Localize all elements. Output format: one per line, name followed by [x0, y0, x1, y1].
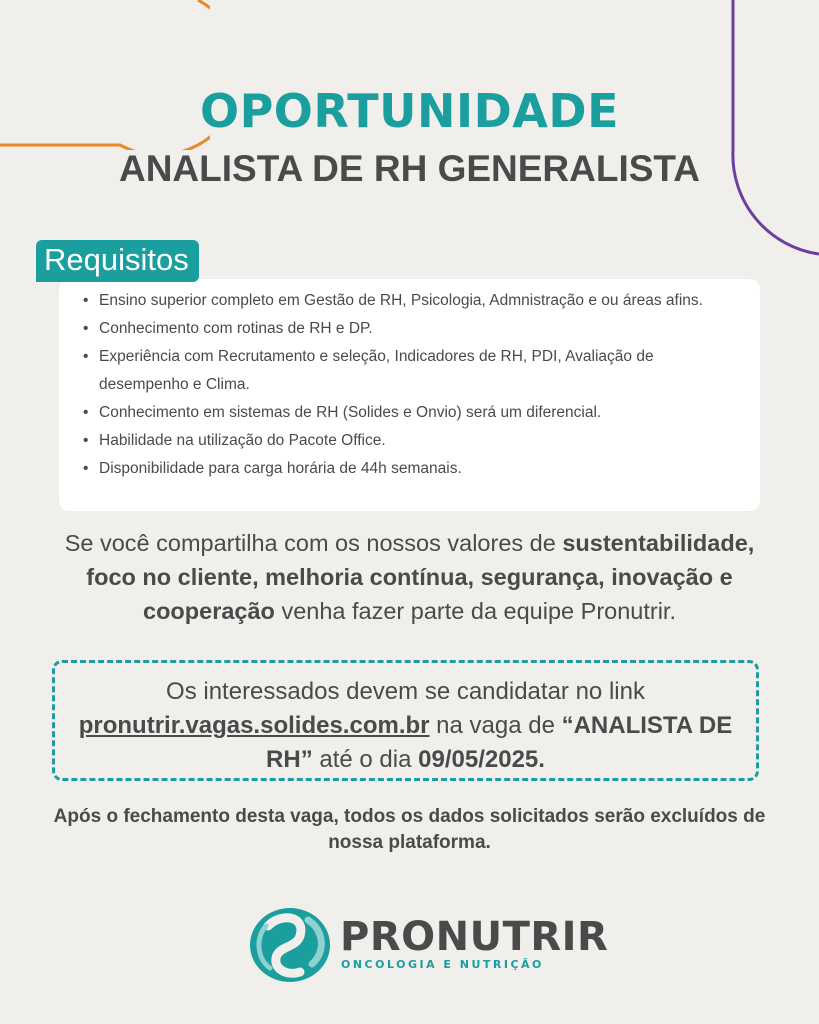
requirement-item: • Conhecimento em sistemas de RH (Solides e Onvio) será um diferencial.	[99, 399, 730, 427]
requirement-item: • Ensino superior completo em Gestão de RH, Psicologia, Admnistração e ou áreas afins.	[99, 287, 730, 315]
requirements-label: Requisitos	[36, 240, 199, 282]
apply-position: “ANALISTA DE RH”	[266, 712, 733, 773]
application-link[interactable]: pronutrir.vagas.solides.com.br	[78, 712, 430, 739]
application-info-box	[52, 660, 759, 781]
values-intro: Se você compartilha com os nossos valores de	[64, 530, 563, 556]
requirements-list	[99, 287, 730, 483]
requirement-item: • Conhecimento com rotinas de RH e DP.	[99, 315, 730, 343]
apply-mid: na vaga de	[429, 712, 562, 739]
job-title: ANALISTA DE RH GENERALISTA	[118, 148, 701, 189]
apply-until: até o dia	[312, 746, 419, 773]
apply-deadline: 09/05/2025.	[418, 746, 545, 773]
apply-intro: Os interessados devem se candidatar no link	[166, 678, 645, 705]
requirements-box	[59, 279, 760, 511]
requirement-item: • Habilidade na utilização do Pacote Office.	[99, 427, 730, 455]
requirement-item: • Disponibilidade para carga horária de 44h semanais.	[99, 455, 730, 483]
values-list: sustentabilidade, foco no cliente, melhoria contínua, segurança, inovação e cooperação	[86, 530, 755, 624]
values-outro: venha fazer parte da equipe Pronutrir.	[274, 598, 676, 624]
page-title: OPORTUNIDADE	[199, 84, 619, 138]
pronutrir-logo	[248, 906, 609, 986]
privacy-note: Após o fechamento desta vaga, todos os dados solicitados serão excluídos de nossa plataforma.	[53, 806, 766, 853]
requirement-item: • Experiência com Recrutamento e seleção, Indicadores de RH, PDI, Avaliação de desempenho e Clima.	[99, 343, 730, 399]
brand-name: PRONUTRIR	[340, 914, 609, 960]
brand-tagline: ONCOLOGIA E NUTRIÇÃO	[341, 958, 544, 971]
pronutrir-logo-icon	[248, 906, 332, 984]
company-values-paragraph	[40, 526, 779, 628]
